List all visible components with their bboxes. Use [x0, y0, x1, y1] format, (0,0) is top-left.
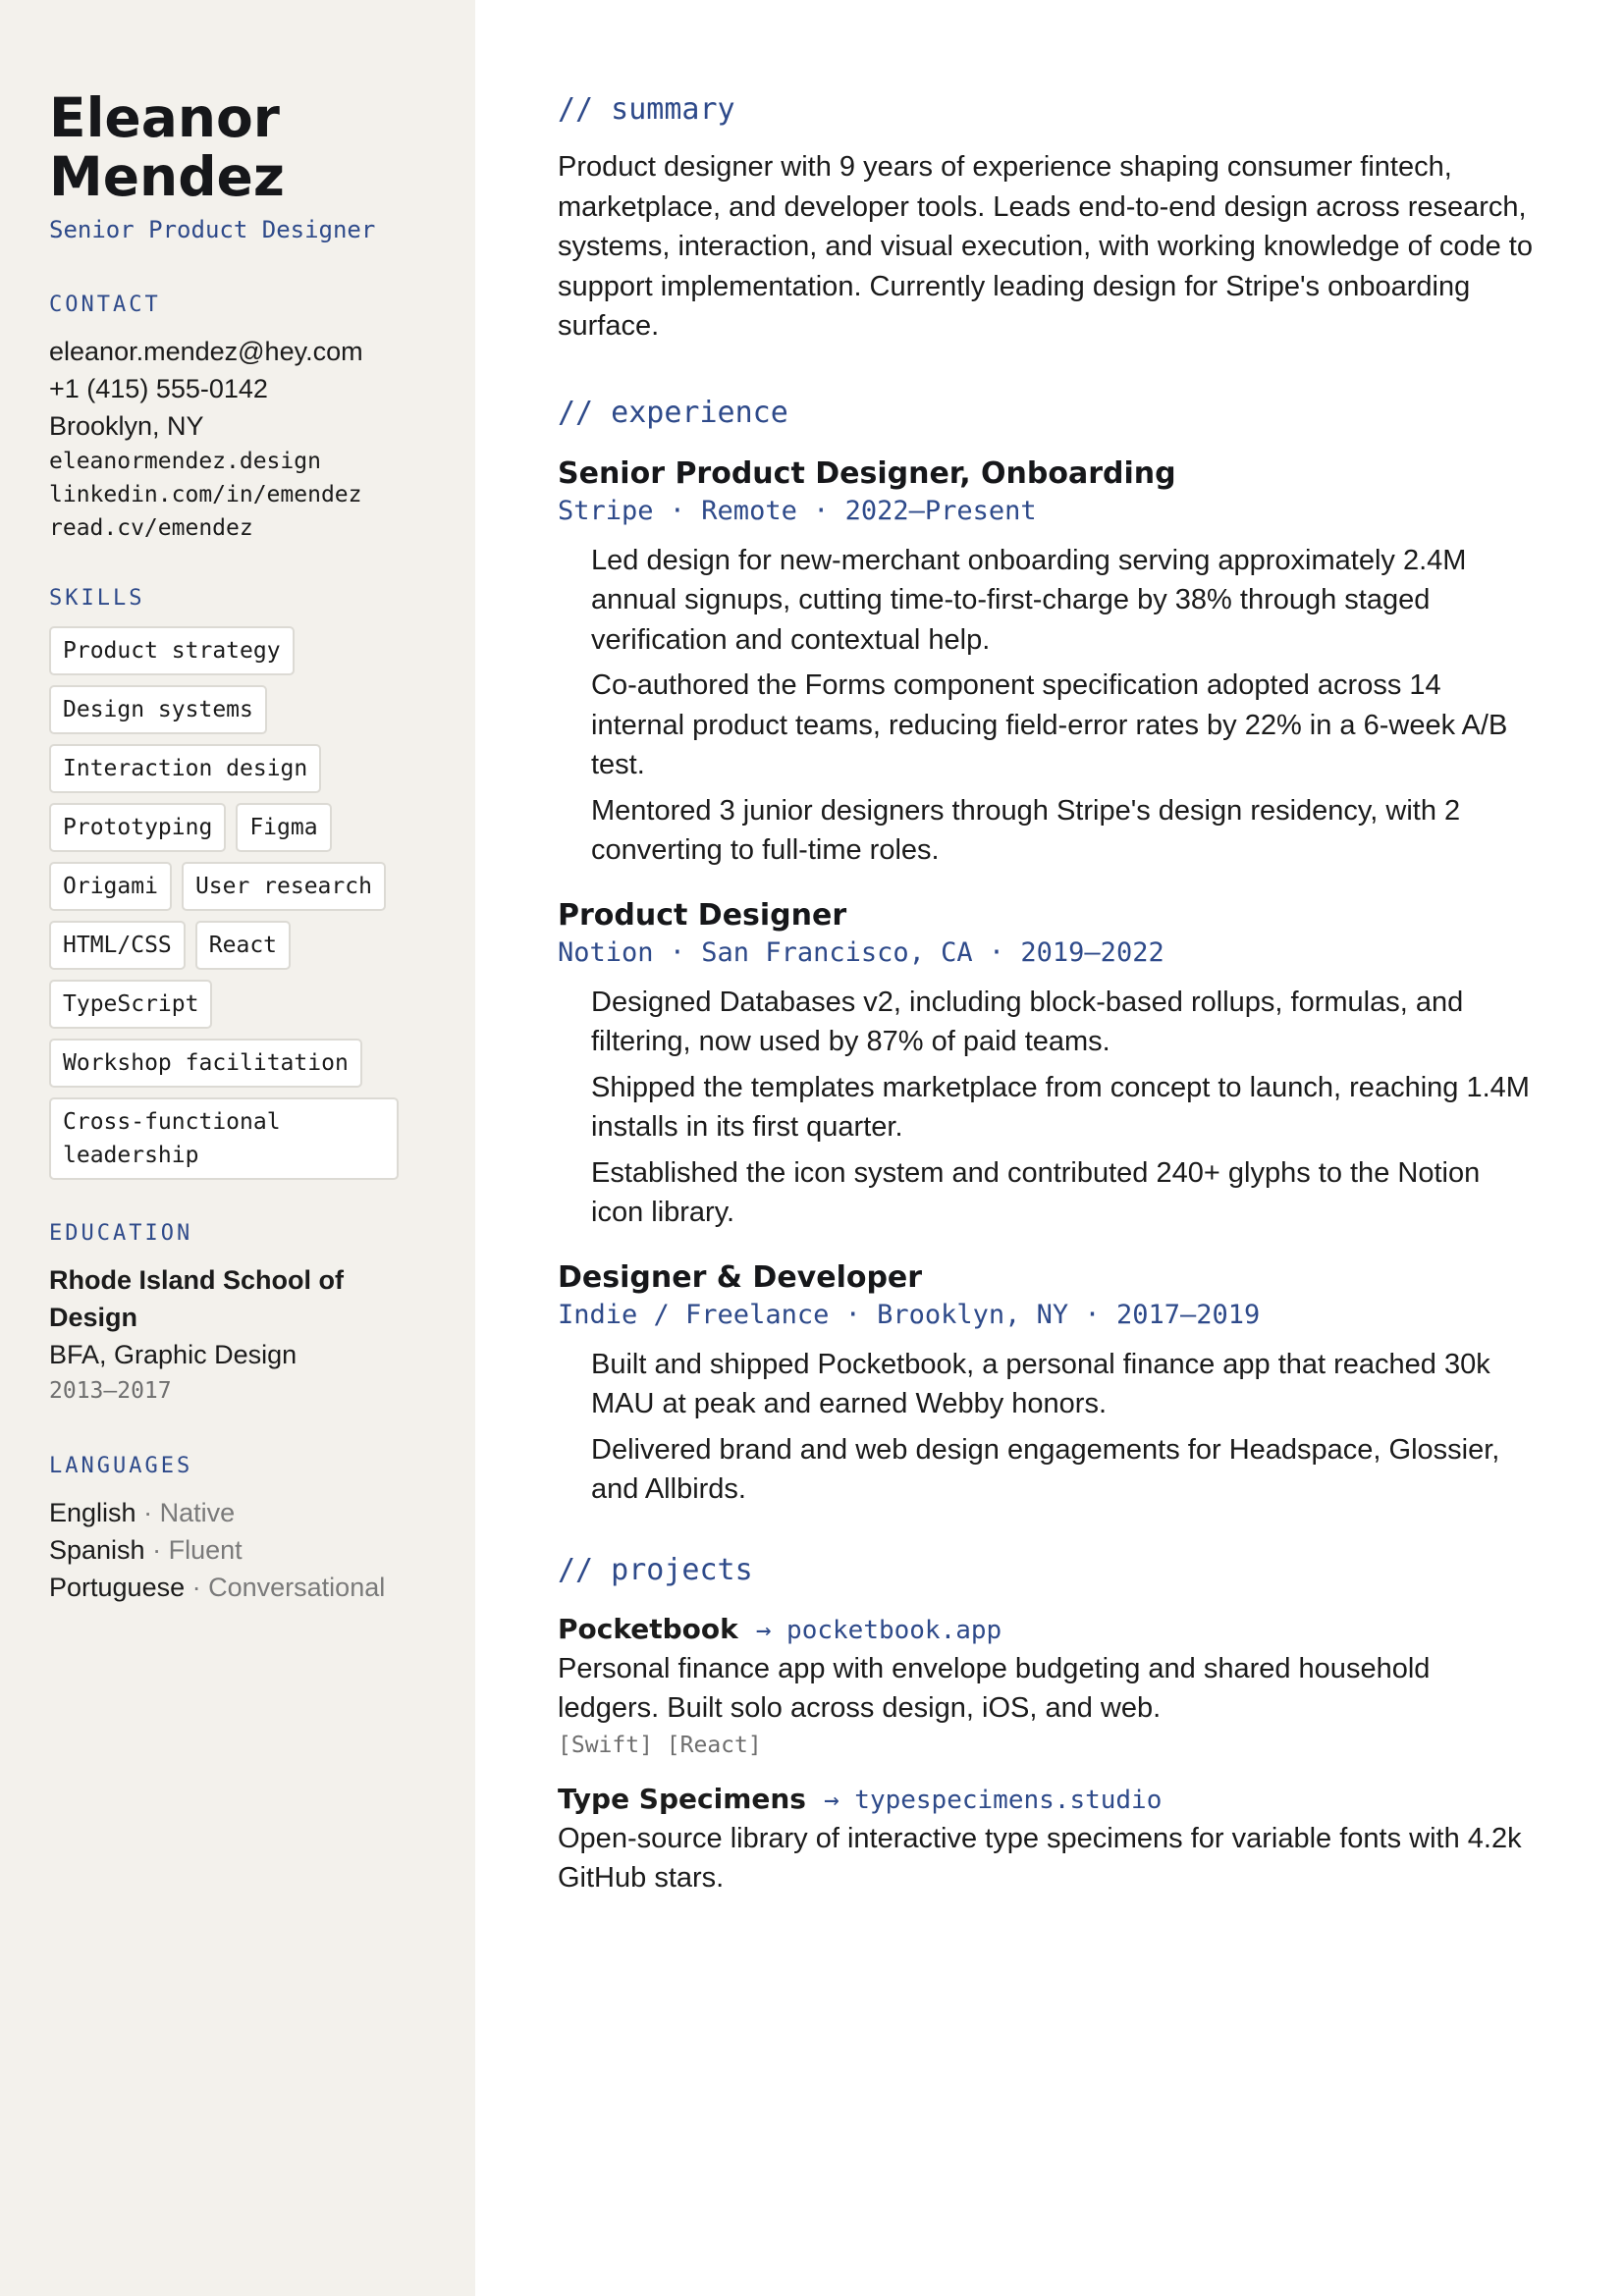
skill-tag: React: [195, 921, 291, 970]
experience-bullet: Built and shipped Pocketbook, a personal finance app that reached 30k MAU at peak and earned Webby honors.: [591, 1348, 1490, 1419]
contact-heading: CONTACT: [49, 293, 161, 317]
skill-tag: Origami: [49, 862, 172, 911]
languages-heading: LANGUAGES: [49, 1454, 193, 1478]
skill-tag: Figma: [236, 803, 331, 852]
projects-section: [558, 1551, 1536, 1898]
project-name: Type Specimens: [558, 1782, 806, 1815]
language-level: · Conversational: [191, 1573, 386, 1602]
candidate-name: [49, 88, 426, 206]
education-degree: BFA, Graphic Design: [49, 1340, 298, 1369]
education-years: 2013–2017: [49, 1378, 172, 1404]
experience-entry: [558, 1258, 1536, 1510]
experience-entry: [558, 896, 1536, 1233]
languages-section: [49, 1454, 426, 1606]
experience-title: Senior Product Designer, Onboarding: [558, 455, 1176, 491]
experience-bullet: Delivered brand and web design engagements for Headspace, Glossier, and Allbirds.: [591, 1433, 1500, 1505]
project-header: [558, 1780, 1536, 1819]
contact-phone[interactable]: +1 (415) 555-0142: [49, 374, 268, 403]
summary-section: [558, 90, 1536, 347]
project-entry: [558, 1780, 1536, 1898]
skills-heading: SKILLS: [49, 586, 145, 611]
skill-tag: TypeScript: [49, 980, 212, 1029]
contact-website-link[interactable]: eleanormendez.design: [49, 449, 321, 474]
main-content: [475, 0, 1624, 2296]
summary-text: Product designer with 9 years of experience shaping consumer fintech, marketplace, and developer tools. Leads end-to-end design across research, systems, interaction, and visual execution, with working knowledge of code to support implementation. Currently leading design for Stripe's onboarding surface.: [558, 151, 1533, 342]
skills-section: [49, 586, 426, 1180]
skill-tag: Workshop facilitation: [49, 1039, 362, 1088]
project-link[interactable]: → typespecimens.studio: [823, 1785, 1163, 1815]
project-description: Open-source library of interactive type specimens for variable fonts with 4.2k GitHub stars.: [558, 1822, 1522, 1894]
experience-bullet: Established the icon system and contributed 240+ glyphs to the Notion icon library.: [591, 1156, 1481, 1228]
sidebar: [0, 0, 475, 2296]
skill-tag: Cross-functional leadership: [49, 1097, 399, 1180]
language-name: Portuguese: [49, 1573, 186, 1602]
language-item: [49, 1531, 426, 1569]
experience-bullets: [558, 1345, 1536, 1510]
language-item: [49, 1494, 426, 1531]
contact-section: [49, 293, 426, 545]
projects-heading: // projects: [558, 1552, 753, 1587]
experience-title: Product Designer: [558, 897, 847, 933]
education-section: [49, 1221, 426, 1409]
experience-entry: [558, 454, 1536, 871]
education-school: Rhode Island School of Design: [49, 1265, 345, 1332]
language-level: · Fluent: [152, 1535, 243, 1565]
name-last: Mendez: [49, 145, 285, 208]
experience-bullets: [558, 983, 1536, 1233]
skill-tag: Interaction design: [49, 744, 321, 793]
project-description: Personal finance app with envelope budgeting and shared household ledgers. Built solo across design, iOS, and web.: [558, 1652, 1431, 1724]
summary-heading: // summary: [558, 92, 735, 127]
project-tags: [Swift] [React]: [558, 1732, 762, 1758]
skill-tag: Design systems: [49, 685, 267, 734]
experience-bullets: [558, 541, 1536, 871]
contact-linkedin-link[interactable]: linkedin.com/in/emendez: [49, 482, 362, 507]
skill-tag: HTML/CSS: [49, 921, 186, 970]
project-header: [558, 1610, 1536, 1649]
job-title: Senior Product Designer: [49, 216, 376, 243]
name-first: Eleanor: [49, 86, 280, 149]
contact-email[interactable]: eleanor.mendez@hey.com: [49, 337, 363, 366]
skill-tag: Prototyping: [49, 803, 226, 852]
experience-meta: Notion · San Francisco, CA · 2019–2022: [558, 936, 1164, 968]
experience-title: Designer & Developer: [558, 1259, 923, 1295]
language-name: English: [49, 1498, 136, 1527]
experience-bullet: Designed Databases v2, including block-based rollups, formulas, and filtering, now used by 87% of paid teams.: [591, 986, 1464, 1057]
experience-bullet: Shipped the templates marketplace from concept to launch, reaching 1.4M installs in its first quarter.: [591, 1071, 1530, 1143]
skill-tag: Product strategy: [49, 626, 295, 675]
project-name: Pocketbook: [558, 1612, 738, 1645]
language-item: [49, 1569, 426, 1606]
experience-bullet: Mentored 3 junior designers through Stripe's design residency, with 2 converting to full-time roles.: [591, 794, 1461, 866]
education-heading: EDUCATION: [49, 1221, 193, 1246]
language-level: · Native: [143, 1498, 236, 1527]
skills-list: [49, 626, 426, 1180]
experience-heading: // experience: [558, 395, 788, 430]
experience-bullet: Led design for new-merchant onboarding serving approximately 2.4M annual signups, cutting time-to-first-charge by 38% through staged verification and contextual help.: [591, 544, 1467, 656]
contact-readcv-link[interactable]: read.cv/emendez: [49, 515, 253, 541]
experience-meta: Stripe · Remote · 2022–Present: [558, 495, 1037, 526]
skill-tag: User research: [182, 862, 386, 911]
project-link[interactable]: → pocketbook.app: [755, 1615, 1002, 1645]
experience-meta: Indie / Freelance · Brooklyn, NY · 2017–2019: [558, 1299, 1261, 1330]
language-name: Spanish: [49, 1535, 145, 1565]
experience-bullet: Co-authored the Forms component specification adopted across 14 internal product teams, reducing field-error rates by 22% in a 6-week A/B test.: [591, 669, 1508, 780]
experience-section: [558, 394, 1536, 1510]
project-entry: [558, 1610, 1536, 1762]
contact-location: Brooklyn, NY: [49, 411, 204, 441]
